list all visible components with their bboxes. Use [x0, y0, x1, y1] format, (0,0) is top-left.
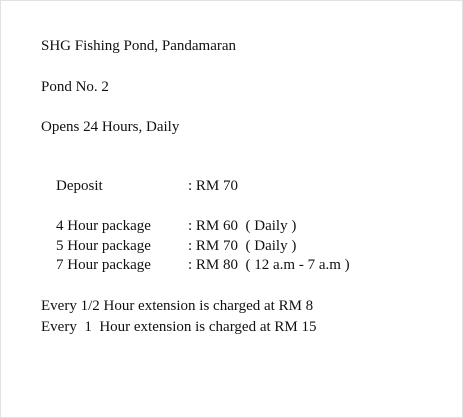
package-row	[41, 237, 350, 273]
package-label: 4 Hour package	[56, 218, 151, 234]
opening-hours: Opens 24 Hours, Daily	[41, 119, 180, 135]
deposit-label: Deposit	[56, 178, 103, 194]
package-label: 5 Hour package	[56, 238, 151, 254]
package-row	[41, 198, 297, 234]
package-value: : RM 60 ( Daily )	[188, 218, 297, 234]
pond-title: SHG Fishing Pond, Pandamaran	[41, 38, 236, 54]
package-label: 7 Hour package	[56, 257, 151, 273]
deposit-value: : RM 70	[188, 178, 239, 194]
deposit-row	[41, 158, 239, 194]
package-row	[41, 218, 297, 254]
extension-one-hour: Every 1 Hour extension is charged at RM 15	[41, 319, 317, 335]
pond-number: Pond No. 2	[41, 79, 109, 95]
extension-half-hour: Every 1/2 Hour extension is charged at RM 8	[41, 298, 314, 314]
package-value: : RM 70 ( Daily )	[188, 238, 297, 254]
package-value: : RM 80 ( 12 a.m - 7 a.m )	[188, 257, 350, 273]
